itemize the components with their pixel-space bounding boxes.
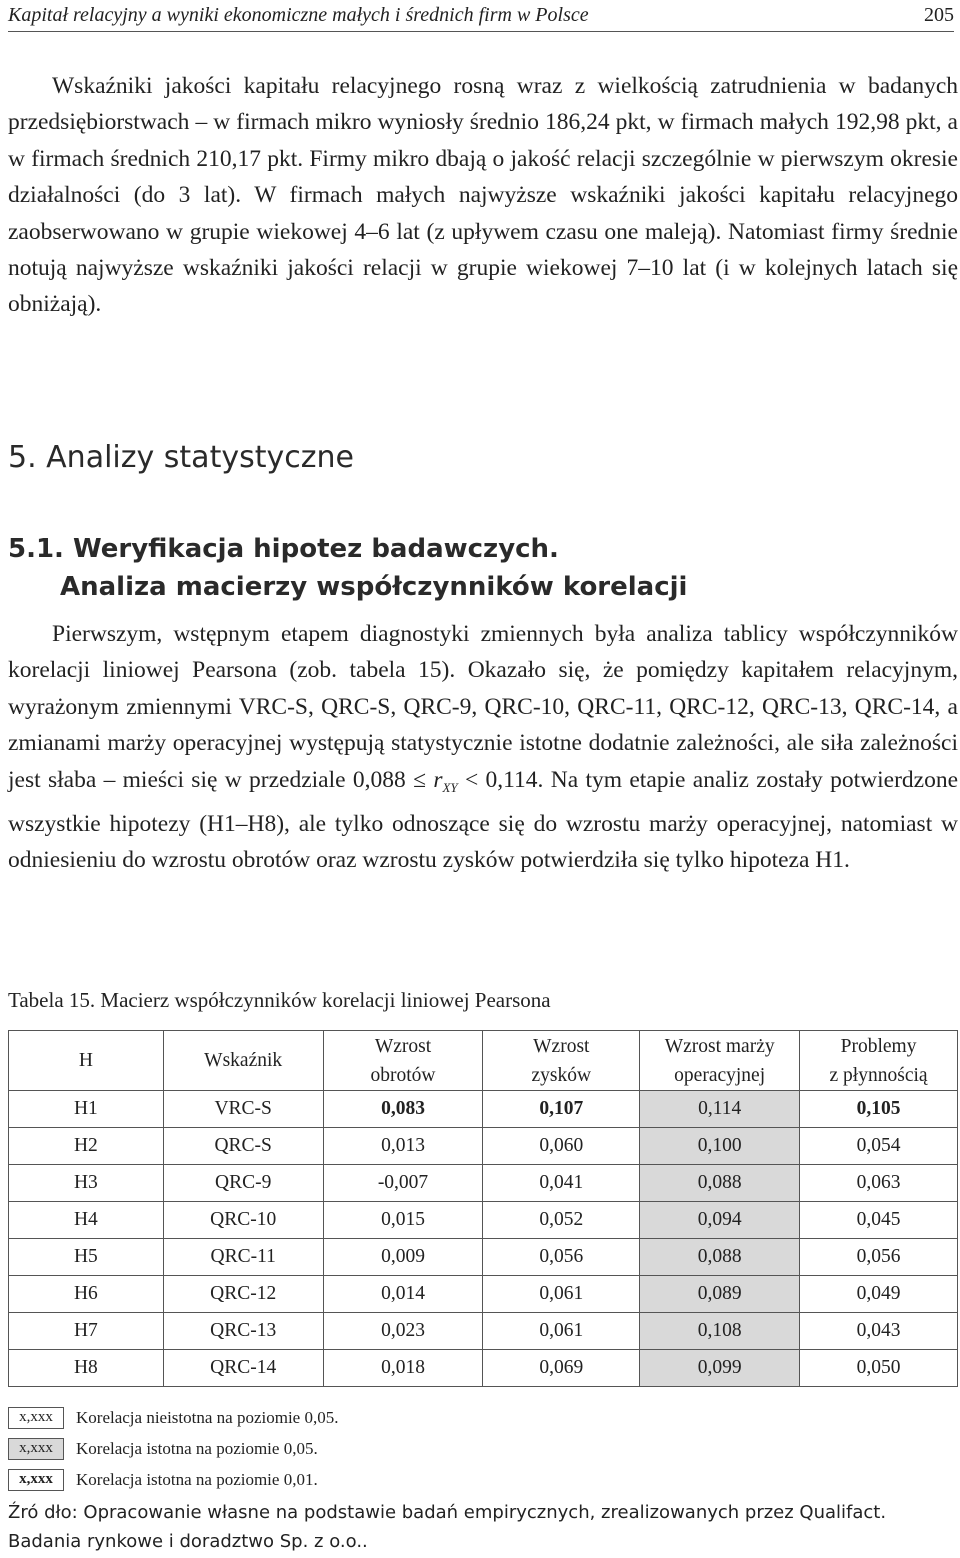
correlation-value-cell: 0,063 (800, 1165, 958, 1202)
correlation-value-cell: -0,007 (323, 1165, 483, 1202)
correlation-value-cell: 0,088 (640, 1239, 800, 1276)
page-number: 205 (924, 4, 954, 26)
correlation-value-cell: 0,023 (323, 1313, 483, 1350)
column-header-line2: obrotów (370, 1064, 436, 1086)
column-header (800, 1031, 958, 1091)
table-body (9, 1091, 958, 1387)
indicator-cell: QRC-10 (163, 1202, 323, 1239)
legend-item (8, 1433, 338, 1464)
column-header-line1: Wskaźnik (204, 1050, 283, 1071)
indicator-cell: VRC-S (163, 1091, 323, 1128)
legend-sample: x,xxx (8, 1469, 64, 1491)
correlation-value-cell: 0,107 (483, 1091, 640, 1128)
correlation-value-cell: 0,108 (640, 1313, 800, 1350)
paragraph-correlation-analysis (8, 616, 958, 879)
column-header (323, 1031, 483, 1091)
correlation-value-cell: 0,009 (323, 1239, 483, 1276)
correlation-value-cell: 0,050 (800, 1350, 958, 1387)
indicator-cell: QRC-14 (163, 1350, 323, 1387)
r-subscript: XY (442, 779, 458, 795)
hypothesis-cell: H8 (9, 1350, 164, 1387)
column-header-line1: Wzrost marży (664, 1035, 775, 1057)
correlation-value-cell: 0,013 (323, 1128, 483, 1165)
correlation-value-cell: 0,099 (640, 1350, 800, 1387)
column-header-line2: z płynnością (829, 1064, 928, 1086)
table-row (9, 1202, 958, 1239)
column-header-line1: Problemy (840, 1035, 917, 1057)
correlation-value-cell: 0,014 (323, 1276, 483, 1313)
correlation-value-cell: 0,052 (483, 1202, 640, 1239)
correlation-value-cell: 0,100 (640, 1128, 800, 1165)
correlation-value-cell: 0,094 (640, 1202, 800, 1239)
column-header (483, 1031, 640, 1091)
correlation-value-cell: 0,015 (323, 1202, 483, 1239)
table-row (9, 1350, 958, 1387)
table-row (9, 1165, 958, 1202)
table-row (9, 1128, 958, 1165)
paragraph-size-results (8, 68, 958, 323)
indicator-cell: QRC-12 (163, 1276, 323, 1313)
legend-text: Korelacja istotna na poziomie 0,01. (76, 1469, 318, 1489)
correlation-value-cell: 0,045 (800, 1202, 958, 1239)
hypothesis-cell: H3 (9, 1165, 164, 1202)
legend-text: Korelacja nieistotna na poziomie 0,05. (76, 1407, 339, 1427)
correlation-value-cell: 0,056 (483, 1239, 640, 1276)
correlation-value-cell: 0,105 (800, 1091, 958, 1128)
correlation-value-cell: 0,043 (800, 1313, 958, 1350)
section-heading: 5. Analizy statystyczne (8, 440, 354, 475)
hypothesis-cell: H2 (9, 1128, 164, 1165)
correlation-value-cell: 0,054 (800, 1128, 958, 1165)
paragraph-1-text: Wskaźniki jakości kapitału relacyjnego rosną wraz z wielkością zatrudnienia w badanych przedsiębiorstwach – w firmach mikro wyniosły średnio 186,24 pkt, w firmach małych 192,98 pkt, a w firmach średnich 210,17 pkt. Firmy mikro dbają o jakość relacji szczególnie w pierwszym okresie działalności (do 3 lat). W firmach małych najwyższe wskaźniki jakości kapitału relacyjnego zaobserwowano w grupie wiekowej 4–6 lat (z upływem czasu one maleją). Natomiast firmy średnie notują najwyższe wskaźniki jakości relacji w grupie wiekowej 7–10 lat (i w kolejnych latach się obniżają). (8, 73, 958, 318)
hypothesis-cell: H1 (9, 1091, 164, 1128)
correlation-value-cell: 0,060 (483, 1128, 640, 1165)
hypothesis-cell: H4 (9, 1202, 164, 1239)
source-note: Źró dło: Opracowanie własne na podstawie badań empirycznych, zrealizowanych przez Qualifact. Badania rynkowe i doradztwo Sp. z o.o.. (8, 1502, 887, 1552)
legend-sample: x,xxx (8, 1438, 64, 1460)
legend-text: Korelacja istotna na poziomie 0,05. (76, 1438, 318, 1458)
hypothesis-cell: H7 (9, 1313, 164, 1350)
column-header-line2: zysków (531, 1064, 592, 1086)
correlation-value-cell: 0,061 (483, 1276, 640, 1313)
table-header-row (9, 1031, 958, 1091)
subsection-heading (8, 530, 687, 606)
column-header (163, 1031, 323, 1091)
column-header (640, 1031, 800, 1091)
table-row (9, 1239, 958, 1276)
table-caption: Tabela 15. Macierz współczynników korelacji liniowej Pearsona (8, 988, 551, 1012)
correlation-value-cell: 0,041 (483, 1165, 640, 1202)
correlation-value-cell: 0,088 (640, 1165, 800, 1202)
paragraph-2-after: < 0,114. Na tym etapie analiz zostały potwierdzone wszystkie hipotezy (H1–H8), ale tylko odnoszące się do wzrostu marży operacyjnej, natomiast w odniesieniu do wzrostu obrotów oraz wzrostu zysków potwierdziła się tylko hipoteza H1. (8, 766, 959, 874)
correlation-value-cell: 0,056 (800, 1239, 958, 1276)
correlation-value-cell: 0,061 (483, 1313, 640, 1350)
legend-sample: x,xxx (8, 1407, 64, 1429)
hypothesis-cell: H5 (9, 1239, 164, 1276)
correlation-value-cell: 0,069 (483, 1350, 640, 1387)
legend-item (8, 1402, 338, 1433)
correlation-value-cell: 0,114 (640, 1091, 800, 1128)
correlation-value-cell: 0,018 (323, 1350, 483, 1387)
column-header-line1: Wzrost (533, 1035, 590, 1057)
r-symbol: r (433, 766, 443, 793)
paragraph-2-before: Pierwszym, wstępnym etapem diagnostyki zmiennych była analiza tablicy współczynników korelacji liniowej Pearsona (zob. tabela 15). Okazało się, że pomiędzy kapitałem relacyjnym, wyrażonym zmiennymi VRC-S, QRC-S, QRC-9, QRC-10, QRC-11, QRC-12, QRC-13, QRC-14, a zmianami marży operacyjnej występują statystycznie istotne dodatnie zależności, ale siła zależności jest słaba – mieści się w przedziale 0,088 ≤ (8, 621, 958, 793)
table-row (9, 1313, 958, 1350)
table-legend (8, 1402, 338, 1495)
page-header (8, 0, 954, 32)
table-row (9, 1091, 958, 1128)
running-title: Kapitał relacyjny a wyniki ekonomiczne małych i średnich firm w Polsce (8, 4, 589, 26)
indicator-cell: QRC-9 (163, 1165, 323, 1202)
column-header-line2: operacyjnej (674, 1064, 766, 1086)
indicator-cell: QRC-13 (163, 1313, 323, 1350)
table-row (9, 1276, 958, 1313)
column-header-line1: H (78, 1050, 93, 1071)
indicator-cell: QRC-11 (163, 1239, 323, 1276)
correlation-value-cell: 0,089 (640, 1276, 800, 1313)
column-header (9, 1031, 164, 1091)
correlation-table (8, 1030, 958, 1387)
indicator-cell: QRC-S (163, 1128, 323, 1165)
correlation-value-cell: 0,083 (323, 1091, 483, 1128)
hypothesis-cell: H6 (9, 1276, 164, 1313)
subsection-heading-line1: 5.1. Weryfikacja hipotez badawczych. (8, 534, 559, 564)
correlation-value-cell: 0,049 (800, 1276, 958, 1313)
legend-item (8, 1464, 338, 1495)
subsection-heading-line2: Analiza macierzy współczynników korelacji (60, 572, 688, 602)
column-header-line1: Wzrost (374, 1035, 432, 1057)
